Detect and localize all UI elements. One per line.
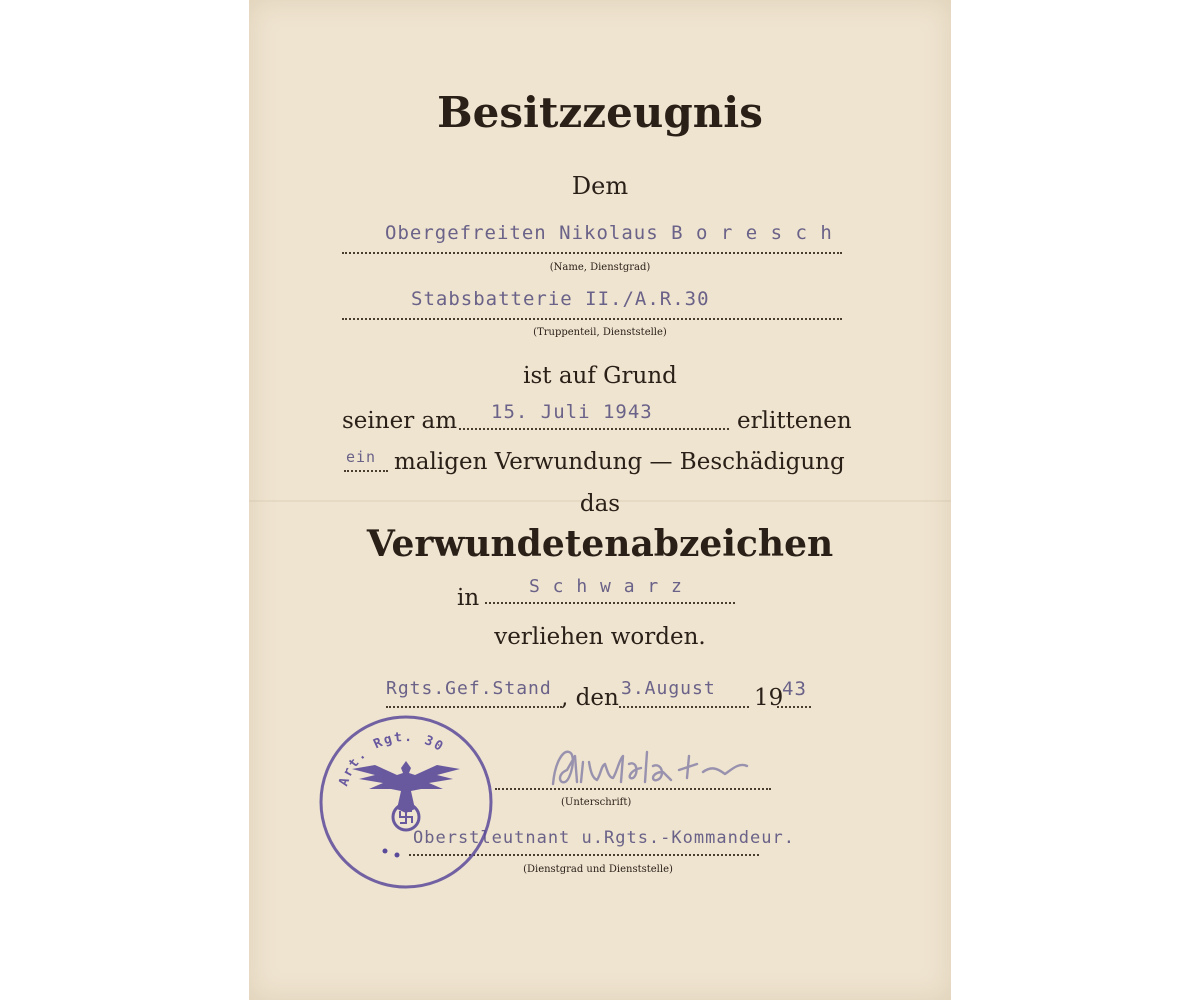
stamp-seal <box>317 713 495 891</box>
dem-label: Dem <box>571 172 629 200</box>
certificate-paper <box>249 0 951 1000</box>
signature <box>547 744 797 792</box>
das-label: das <box>579 491 621 517</box>
year-line <box>777 706 811 708</box>
certificate-title: Besitzzeugnis <box>437 88 763 137</box>
issue-date-line <box>619 706 749 708</box>
rank-typed: Oberstleutnant u.Rgts.-Kommandeur. <box>413 828 795 848</box>
maligen-text: maligen Verwundung — Beschädigung <box>394 449 845 475</box>
stamp-text: Art. Rgt. 30 <box>336 729 447 789</box>
verliehen-text: verliehen worden. <box>494 624 706 650</box>
count-line <box>344 470 388 472</box>
year-suffix: 43 <box>782 678 807 700</box>
wound-date: 15. Juli 1943 <box>491 401 653 423</box>
erlittenen-label: erlittenen <box>737 408 852 434</box>
signature-scribble <box>547 744 797 792</box>
award-name: Verwundetenabzeichen <box>366 523 834 565</box>
line-grund: ist auf Grund <box>523 363 677 389</box>
caption-name: (Name, Dienstgrad) <box>549 262 651 273</box>
eagle-emblem <box>352 761 460 830</box>
unit-name: Stabsbatterie II./A.R.30 <box>411 288 710 310</box>
official-stamp <box>317 713 495 891</box>
grade-typed: S c h w a r z <box>529 576 683 597</box>
recipient-name: Obergefreiten Nikolaus B o r e s c h <box>385 222 833 244</box>
recipient-name-line <box>342 252 842 254</box>
place-typed: Rgts.Gef.Stand <box>386 678 552 699</box>
seiner-am-label: seiner am <box>342 408 458 434</box>
caption-unit: (Truppenteil, Dienststelle) <box>533 327 667 338</box>
grade-line <box>485 602 735 604</box>
caption-signature: (Unterschrift) <box>561 797 632 808</box>
caption-rank: (Dienstgrad und Dienststelle) <box>523 864 673 875</box>
count-typed: ein <box>346 448 377 466</box>
unit-line <box>342 318 842 320</box>
in-label: in <box>457 585 480 611</box>
issue-date-typed: 3.August <box>621 678 716 699</box>
signature-line <box>495 788 771 790</box>
year-prefix: 19 <box>754 685 784 711</box>
wound-date-line <box>459 428 729 430</box>
comma-den: , den <box>561 685 619 711</box>
place-line <box>386 706 562 708</box>
